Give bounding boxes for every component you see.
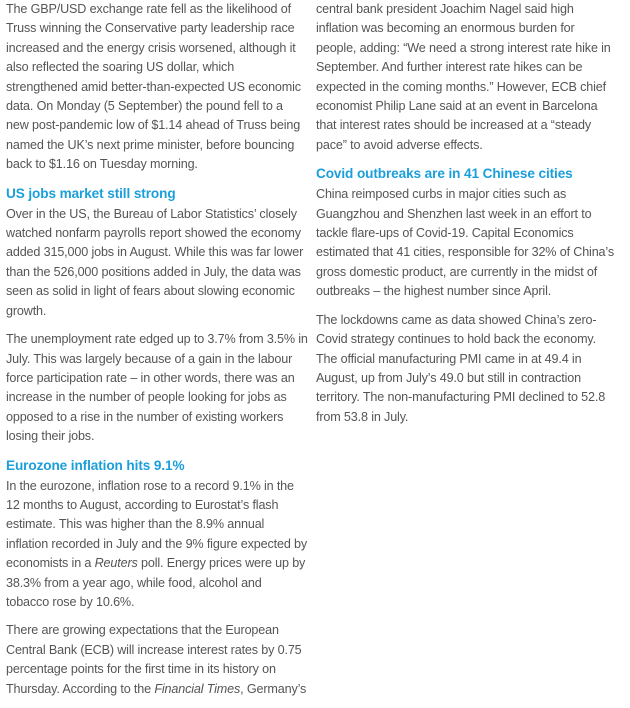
text-span: , Germany’s (240, 681, 307, 696)
paragraph-china-pmi: The lockdowns came as data showed China’s zero-Covid strategy continues to hold back the economy. The official manufacturing PMI came in at 49.4 in August, up from July’s 49.0 but still in contraction territory. The non-manufacturing PMI declined to 52.8 from 53.8 in July. (316, 312, 606, 424)
text-span: poll. Energy prices were up by 38.3% from a year ago, while food, alcohol and tobacco rose by 10.6%. (6, 556, 306, 609)
right-column (316, 0, 618, 436)
paragraph-us-unemployment: The unemployment rate edged up to 3.7% from 3.5% in July. This was largely because of a gain in the labour force participation rate – in other words, there was an increase in the number of people looking for jobs as opposed to a rise in the number of existing workers losing their jobs. (6, 332, 308, 444)
italic-publication-name: Reuters (94, 556, 138, 571)
heading-covid-outbreaks: Covid outbreaks are in 41 Chinese cities (316, 166, 573, 182)
paragraph-eurozone-inflation (6, 477, 308, 613)
paragraph-china-curbs: China reimposed curbs in major cities such as Guangzhou and Shenzhen last week in an effort to tackle flare-ups of Covid-19. Capital Economics estimated that 41 cities, responsible for 32% of China’s gross domestic product, are currently in the midst of outbreaks – the highest number since April. (316, 187, 614, 299)
paragraph-ecb-nagel: central bank president Joachim Nagel said high inflation was becoming an enormous burden for people, adding: “We need a strong interest rate hike in September. And further interest rate hikes can be expected in the coming months.” However, ECB chief economist Philip Lane said at an event in Barcelona that interest rates should be increased at a “steady pace” to avoid adverse effects. (316, 2, 611, 152)
heading-us-jobs: US jobs market still strong (6, 185, 176, 201)
text-span: There are growing expectations that the European Central Bank (ECB) will increase interest rates by 0.75 percentage points for the first time in its history on Thursday. According to the (6, 623, 302, 696)
left-column (6, 0, 308, 708)
paragraph-ecb-expectations (6, 621, 308, 699)
italic-publication-name: Financial Times (154, 681, 241, 696)
text-span: In the eurozone, inflation rose to a record 9.1% in the 12 months to August, according to Eurostat’s flash estimate. This was higher than the 8.9% annual inflation recorded in July and the 9% figure expected by economists in a (6, 478, 308, 571)
paragraph-gbp-usd: The GBP/USD exchange rate fell as the likelihood of Truss winning the Conservative party leadership race increased and the energy crisis worsened, although it also reflected the soaring US dollar, which strengthened amid better-than-expected US economic data. On Monday (5 September) the pound fell to a new post-pandemic low of $1.14 ahead of Truss being named the UK’s next prime minister, before bouncing back to $1.16 on Tuesday morning. (6, 2, 301, 172)
paragraph-us-payrolls: Over in the US, the Bureau of Labor Statistics’ closely watched nonfarm payrolls report showed the economy added 315,000 jobs in August. While this was far lower than the 526,000 positions added in July, the data was seen as solid in light of fears about slowing economic growth. (6, 206, 304, 318)
heading-eurozone-inflation: Eurozone inflation hits 9.1% (6, 457, 185, 473)
